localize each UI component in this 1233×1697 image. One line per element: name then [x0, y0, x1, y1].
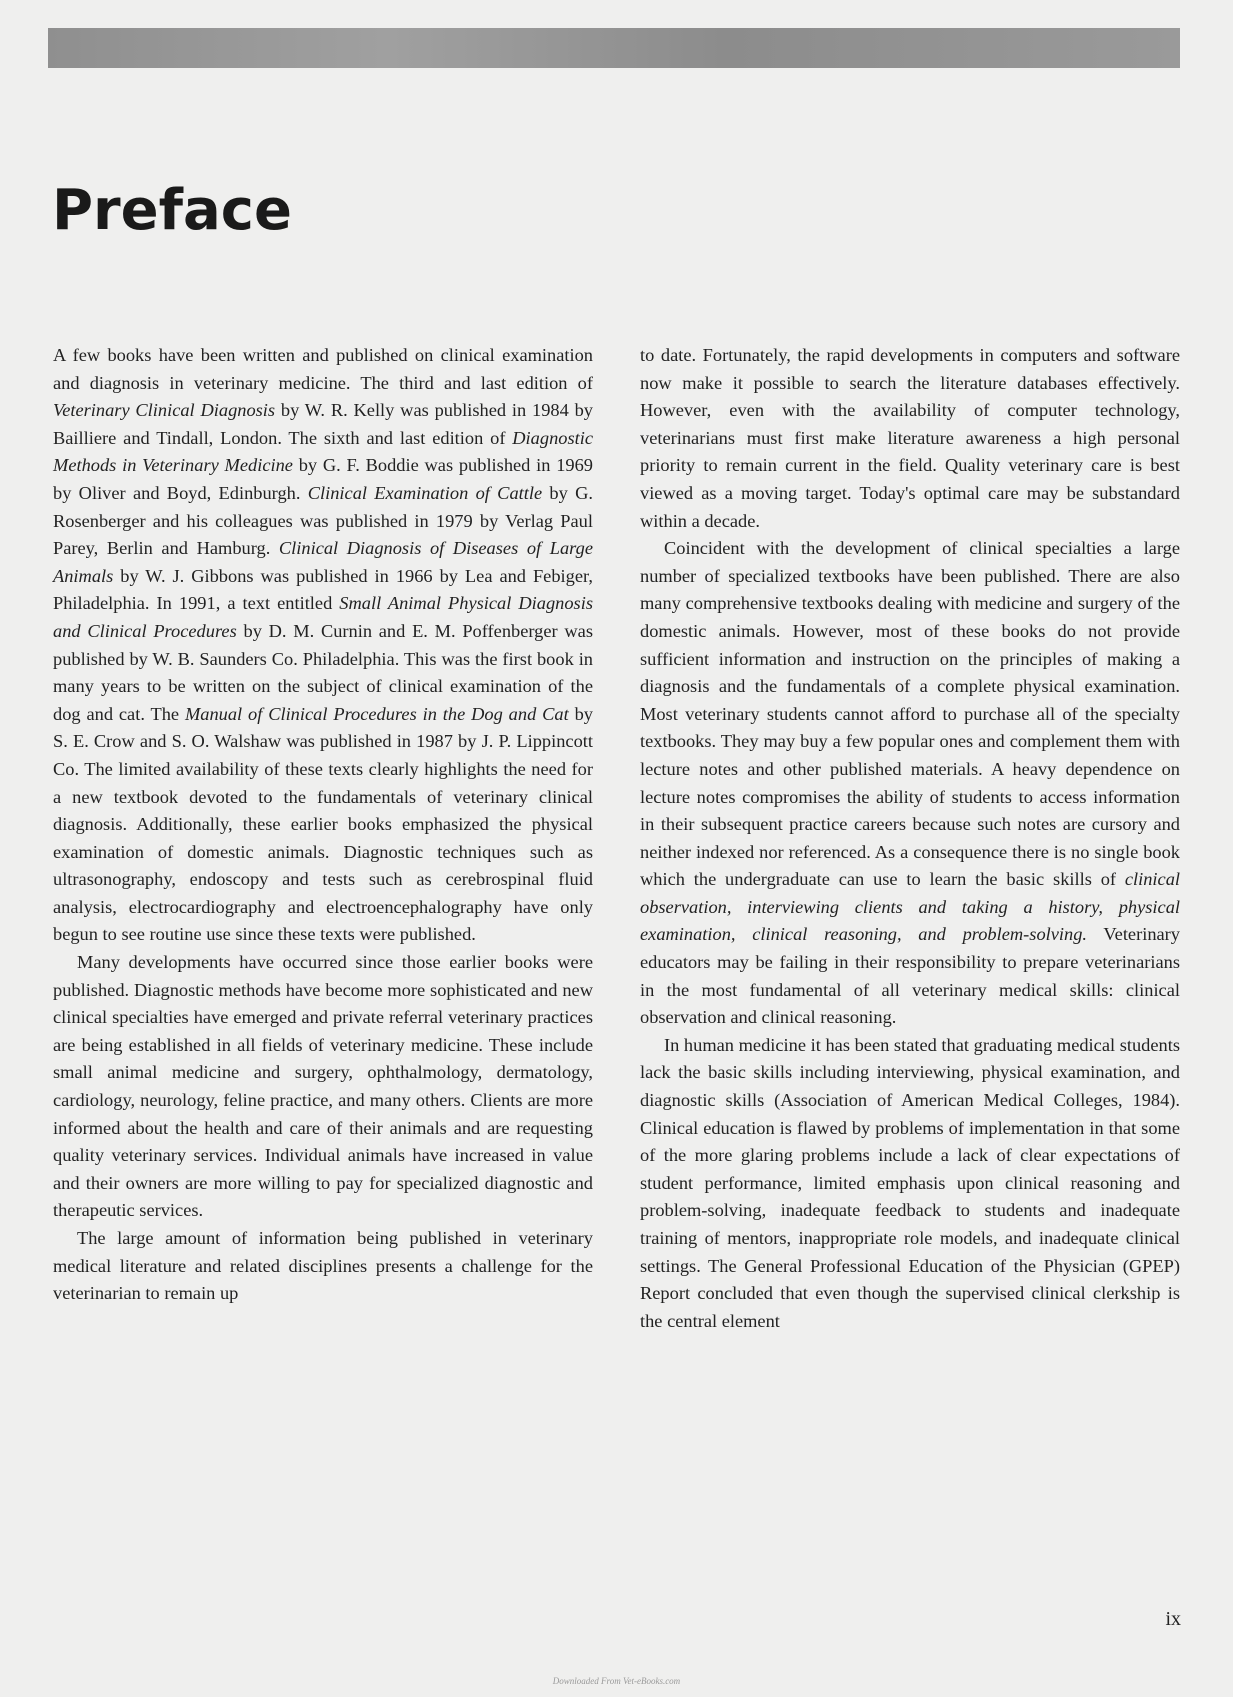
right-paragraph-3: In human medicine it has been stated that graduating medical students lack the basic skills including interviewing, physical examination, and diagnostic skills (Association of American Medical Colleges, 1984). Clinical education is flawed by problems of implementation in that some of the more glaring problems include a lack of clear expectations of student performance, limited emphasis upon clinical reasoning and problem-solving, inadequate feedback to students and inadequate training of mentors, inappropriate role models, and inadequate clinical settings. The General Professional Education of the Physician (GPEP) Report concluded that even though the supervised clinical clerkship is the central element — [640, 1034, 1180, 1331]
text-run: by W. R. Kelly was published in 1984 by Bailliere and Tindall, London. The sixth and last edition of — [53, 400, 593, 448]
left-paragraph-3: The large amount of information being published in veterinary medical literature and related disciplines presents a challenge for the veterinarian to remain up — [53, 1228, 593, 1304]
book-title: Clinical Diagnosis of Diseases of Large Animals — [53, 538, 593, 586]
book-title: Veterinary Clinical Diagnosis — [53, 400, 276, 421]
book-title: Clinical Examination of Cattle — [307, 482, 543, 503]
right-paragraph-1: to date. Fortunately, the rapid developments in computers and software now make it possible to search the literature databases effectively. However, even with the availability of computer technology, veterinarians must first make literature awareness a high personal priority to remain current in the field. Quality veterinary care is best viewed as a moving target. Today's optimal care may be substandard within a decade. — [640, 345, 1180, 531]
left-paragraph-2: Many developments have occurred since those earlier books were published. Diagnostic methods have become more sophisticated and new clinical specialties have emerged and private referral veterinary practices are being established in all fields of veterinary medicine. These include small animal medicine and surgery, ophthalmology, dermatology, cardiology, neurology, feline practice, and many others. Clients are more informed about the health and care of their animals and are requesting quality veterinary services. Individual animals have increased in value and their owners are more willing to pay for specialized diagnostic and therapeutic services. — [53, 952, 593, 1221]
text-run: Veterinary educators may be failing in their responsibility to prepare veterinarians in the most fundamental of all veterinary medical skills: clinical observation and clinical reasoning. — [640, 924, 1180, 1028]
page-title: Preface — [52, 178, 292, 243]
emphasis: clinical observation, interviewing clients and taking a history, physical examination, clinical reasoning, and problem-solving. — [640, 869, 1180, 945]
page-number: ix — [1165, 1608, 1181, 1630]
left-paragraph-1 — [53, 342, 593, 949]
footer-watermark: Downloaded From Vet-eBooks.com — [552, 1676, 681, 1686]
book-title: Small Animal Physical Diagnosis and Clinical Procedures — [53, 593, 593, 641]
left-column — [53, 342, 593, 1308]
text-run: by S. E. Crow and S. O. Walshaw was published in 1987 by J. P. Lippincott Co. The limited availability of these texts clearly highlights the need for a new textbook devoted to the fundamentals of veterinary clinical diagnosis. Additionally, these earlier books emphasized the physical examination of domestic animals. Diagnostic techniques such as ultrasonography, endoscopy and tests such as cerebrospinal fluid analysis, electrocardiography and electroencephalography have only begun to see routine use since these texts were published. — [53, 703, 593, 945]
text-run: by W. J. Gibbons was published in 1966 by Lea and Febiger, Philadelphia. In 1991, a text entitled — [53, 565, 593, 614]
text-run: by G. Rosenberger and his colleagues was published in 1979 by Verlag Paul Parey, Berlin and Hamburg. — [53, 482, 593, 559]
book-title: Diagnostic Methods in Veterinary Medicine — [53, 427, 593, 476]
right-column — [640, 342, 1180, 1335]
book-title: Manual of Clinical Procedures in the Dog and Cat — [184, 703, 569, 724]
text-run: Coincident with the development of clinical specialties a large number of specialized textbooks have been published. There are also many comprehensive textbooks dealing with medicine and surgery of the domestic animals. However, most of these books do not provide sufficient information and instruction on the principles of making a diagnosis and the fundamentals of a complete physical examination. Most veterinary students cannot afford to purchase all of the specialty textbooks. They may buy a few popular ones and complement them with lecture notes and other published materials. A heavy dependence on lecture notes compromises the ability of students to access information in their subsequent practice careers because such notes are cursory and neither indexed nor referenced. As a consequence there is no single book which the undergraduate can use to learn the basic skills of — [640, 538, 1180, 890]
text-run: by G. F. Boddie was published in 1969 by Oliver and Boyd, Edinburgh. — [53, 455, 593, 503]
right-paragraph-2 — [640, 535, 1180, 1032]
text-run: by D. M. Curnin and E. M. Poffenberger was published by W. B. Saunders Co. Philadelphia. This was the first book in many years to be written on the subject of clinical examination of the dog and cat. The — [53, 620, 594, 724]
text-run: A few books have been written and published on clinical examination and diagnosis in veterinary medicine. The third and last edition of — [53, 345, 593, 393]
header-decorative-bar — [48, 28, 1180, 68]
